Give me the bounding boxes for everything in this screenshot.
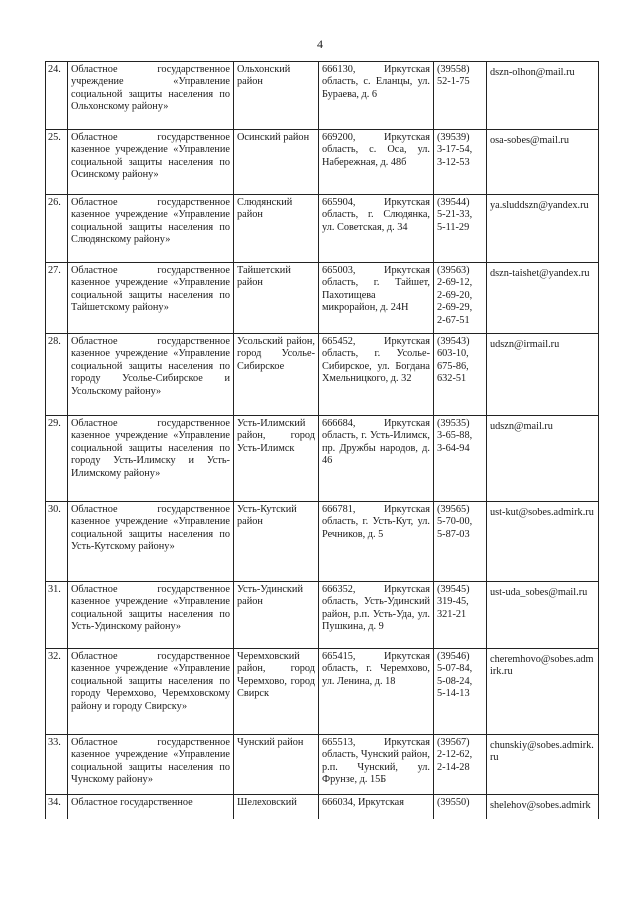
institution-name: Областное государственное учреждение «Управление социальной защиты населения по Ольхонскому району» (71, 64, 230, 113)
row-number-cell (46, 334, 68, 416)
email-address-cell (487, 130, 599, 195)
row-number-cell (46, 195, 68, 263)
phone-numbers: (39558) 52-1-75 (437, 64, 470, 88)
table-row (46, 334, 599, 416)
phone-numbers-cell (434, 795, 487, 819)
service-area: Шелеховский (237, 797, 297, 808)
postal-address: 665415, Иркутская область, г. Черемхово, ул. Ленина, д. 18 (322, 651, 430, 687)
phone-numbers-cell (434, 62, 487, 130)
postal-address-cell (319, 649, 434, 735)
phone-numbers: (39550) (437, 797, 470, 808)
row-number-cell (46, 582, 68, 649)
row-number: 29. (48, 418, 61, 429)
service-area-cell (234, 582, 319, 649)
email-address-cell (487, 263, 599, 334)
postal-address: 665904, Иркутская область, г. Слюдянка, ул. Советская, д. 34 (322, 197, 430, 233)
table-row (46, 502, 599, 582)
row-number: 24. (48, 64, 61, 75)
institutions-table (45, 61, 599, 819)
institution-name-cell (68, 649, 234, 735)
postal-address: 666034, Иркутская (322, 797, 404, 808)
row-number-cell (46, 416, 68, 502)
phone-numbers: (39539) 3-17-54, 3-12-53 (437, 132, 473, 168)
row-number-cell (46, 795, 68, 819)
service-area-cell (234, 416, 319, 502)
phone-numbers: (39563) 2-69-12, 2-69-20, 2-69-29, 2-67-51 (437, 265, 473, 326)
postal-address-cell (319, 582, 434, 649)
row-number: 34. (48, 797, 61, 808)
row-number: 28. (48, 336, 61, 347)
institution-name: Областное государственное казенное учреждение «Управление социальной защиты населения по Усть-Кутскому району» (71, 504, 230, 553)
service-area: Черемховский район, город Черемхово, город Свирск (237, 651, 315, 700)
service-area: Ольхонский район (237, 64, 291, 88)
service-area-cell (234, 195, 319, 263)
institution-name: Областное государственное казенное учреждение «Управление социальной защиты населения по Усть-Удинскому району» (71, 584, 230, 633)
institution-name-cell (68, 195, 234, 263)
institution-name: Областное государственное казенное учреждение «Управление социальной защиты населения по Осинскому району» (71, 132, 230, 181)
email-address: cheremhovo@sobes.admirk.ru (490, 654, 594, 678)
table-row (46, 62, 599, 130)
institution-name: Областное государственное казенное учреждение «Управление социальной защиты населения по городу Усолье-Сибирское и Усольскому району» (71, 336, 230, 397)
postal-address-cell (319, 502, 434, 582)
service-area-cell (234, 795, 319, 819)
phone-numbers-cell (434, 502, 487, 582)
email-address-cell (487, 62, 599, 130)
phone-numbers-cell (434, 735, 487, 795)
row-number: 25. (48, 132, 61, 143)
row-number: 26. (48, 197, 61, 208)
table-row (46, 649, 599, 735)
email-address: dszn-taishet@yandex.ru (490, 268, 590, 279)
row-number-cell (46, 502, 68, 582)
service-area-cell (234, 334, 319, 416)
service-area-cell (234, 502, 319, 582)
institution-name-cell (68, 735, 234, 795)
service-area-cell (234, 649, 319, 735)
postal-address: 665003, Иркутская область, г. Тайшет, Пахотищева микрорайон, д. 24Н (322, 265, 430, 314)
phone-numbers: (39546) 5-07-84, 5-08-24, 5-14-13 (437, 651, 473, 700)
row-number: 27. (48, 265, 61, 276)
postal-address: 666684, Иркутская область, г. Усть-Илимск, пр. Дружбы народов, д. 46 (322, 418, 430, 467)
service-area: Усть-Удинский район (237, 584, 303, 608)
postal-address: 666130, Иркутская область, с. Еланцы, ул. Бураева, д. 6 (322, 64, 430, 100)
institution-name-cell (68, 502, 234, 582)
postal-address-cell (319, 795, 434, 819)
postal-address-cell (319, 416, 434, 502)
phone-numbers: (39565) 5-70-00, 5-87-03 (437, 504, 473, 540)
email-address-cell (487, 795, 599, 819)
institution-name-cell (68, 263, 234, 334)
row-number-cell (46, 130, 68, 195)
email-address: chunskiy@sobes.admirk.ru (490, 740, 594, 764)
phone-numbers: (39543) 603-10, 675-86, 632-51 (437, 336, 470, 385)
institution-name-cell (68, 795, 234, 819)
institution-name: Областное государственное казенное учреждение «Управление социальной защиты населения по Чунскому району» (71, 737, 230, 786)
phone-numbers: (39567) 2-12-62, 2-14-28 (437, 737, 473, 773)
email-address: shelehov@sobes.admirk (490, 800, 591, 811)
email-address: ust-uda_sobes@mail.ru (490, 587, 588, 598)
table-row (46, 195, 599, 263)
institution-name: Областное государственное казенное учреждение «Управление социальной защиты населения по Слюдянскому району» (71, 197, 230, 246)
postal-address: 665513, Иркутская область, Чунский район, р.п. Чунский, ул. Фрунзе, д. 15Б (322, 737, 430, 786)
email-address-cell (487, 649, 599, 735)
postal-address-cell (319, 195, 434, 263)
row-number: 33. (48, 737, 61, 748)
service-area: Слюдянский район (237, 197, 293, 221)
postal-address: 666352, Иркутская область, Усть-Удинский район, р.п. Усть-Уда, ул. Пушкина, д. 9 (322, 584, 430, 633)
phone-numbers-cell (434, 649, 487, 735)
email-address: osa-sobes@mail.ru (490, 135, 569, 146)
postal-address-cell (319, 334, 434, 416)
postal-address-cell (319, 735, 434, 795)
service-area-cell (234, 263, 319, 334)
postal-address-cell (319, 130, 434, 195)
email-address: udszn@irmail.ru (490, 339, 560, 350)
service-area-cell (234, 735, 319, 795)
institution-name-cell (68, 130, 234, 195)
row-number-cell (46, 62, 68, 130)
table-row (46, 735, 599, 795)
phone-numbers: (39545) 319-45, 321-21 (437, 584, 470, 620)
phone-numbers-cell (434, 582, 487, 649)
service-area: Усольский район, город Усолье-Сибирское (237, 336, 315, 372)
table-row (46, 582, 599, 649)
institution-name-cell (68, 62, 234, 130)
email-address-cell (487, 195, 599, 263)
phone-numbers-cell (434, 263, 487, 334)
institution-name: Областное государственное (71, 797, 193, 808)
row-number-cell (46, 263, 68, 334)
postal-address: 665452, Иркутская область, г. Усолье-Сибирское, ул. Богдана Хмельницкого, д. 32 (322, 336, 430, 385)
phone-numbers-cell (434, 334, 487, 416)
postal-address: 666781, Иркутская область, г. Усть-Кут, ул. Речников, д. 5 (322, 504, 430, 540)
institution-name: Областное государственное казенное учреждение «Управление социальной защиты населения по городу Усть-Илимску и Усть-Илимскому району» (71, 418, 230, 479)
institution-name: Областное государственное казенное учреждение «Управление социальной защиты населения по городу Черемхово, Черемховскому району и городу Свирску» (71, 651, 230, 712)
service-area: Осинский район (237, 132, 310, 143)
email-address-cell (487, 416, 599, 502)
row-number: 32. (48, 651, 61, 662)
service-area: Чунский район (237, 737, 304, 748)
email-address-cell (487, 502, 599, 582)
table-row (46, 795, 599, 819)
row-number-cell (46, 735, 68, 795)
postal-address: 669200, Иркутская область, с. Оса, ул. Набережная, д. 48б (322, 132, 430, 168)
service-area-cell (234, 62, 319, 130)
email-address-cell (487, 735, 599, 795)
phone-numbers-cell (434, 130, 487, 195)
row-number: 30. (48, 504, 61, 515)
row-number-cell (46, 649, 68, 735)
service-area: Тайшетский район (237, 265, 291, 289)
service-area: Усть-Илимский район, город Усть-Илимск (237, 418, 315, 454)
table-row (46, 130, 599, 195)
page-number: 4 (317, 37, 323, 51)
postal-address-cell (319, 62, 434, 130)
phone-numbers: (39535) 3-65-88, 3-64-94 (437, 418, 473, 454)
service-area-cell (234, 130, 319, 195)
institution-name-cell (68, 416, 234, 502)
email-address-cell (487, 582, 599, 649)
email-address: ust-kut@sobes.admirk.ru (490, 507, 594, 518)
service-area: Усть-Кутский район (237, 504, 297, 528)
table-row (46, 263, 599, 334)
email-address: dszn-olhon@mail.ru (490, 67, 575, 78)
table-row (46, 416, 599, 502)
institution-name-cell (68, 334, 234, 416)
email-address: ya.sluddszn@yandex.ru (490, 200, 589, 211)
phone-numbers-cell (434, 416, 487, 502)
email-address: udszn@mail.ru (490, 421, 553, 432)
phone-numbers: (39544) 5-21-33, 5-11-29 (437, 197, 473, 233)
phone-numbers-cell (434, 195, 487, 263)
email-address-cell (487, 334, 599, 416)
row-number: 31. (48, 584, 61, 595)
institution-name: Областное государственное казенное учреждение «Управление социальной защиты населения по Тайшетскому району» (71, 265, 230, 314)
postal-address-cell (319, 263, 434, 334)
institution-name-cell (68, 582, 234, 649)
